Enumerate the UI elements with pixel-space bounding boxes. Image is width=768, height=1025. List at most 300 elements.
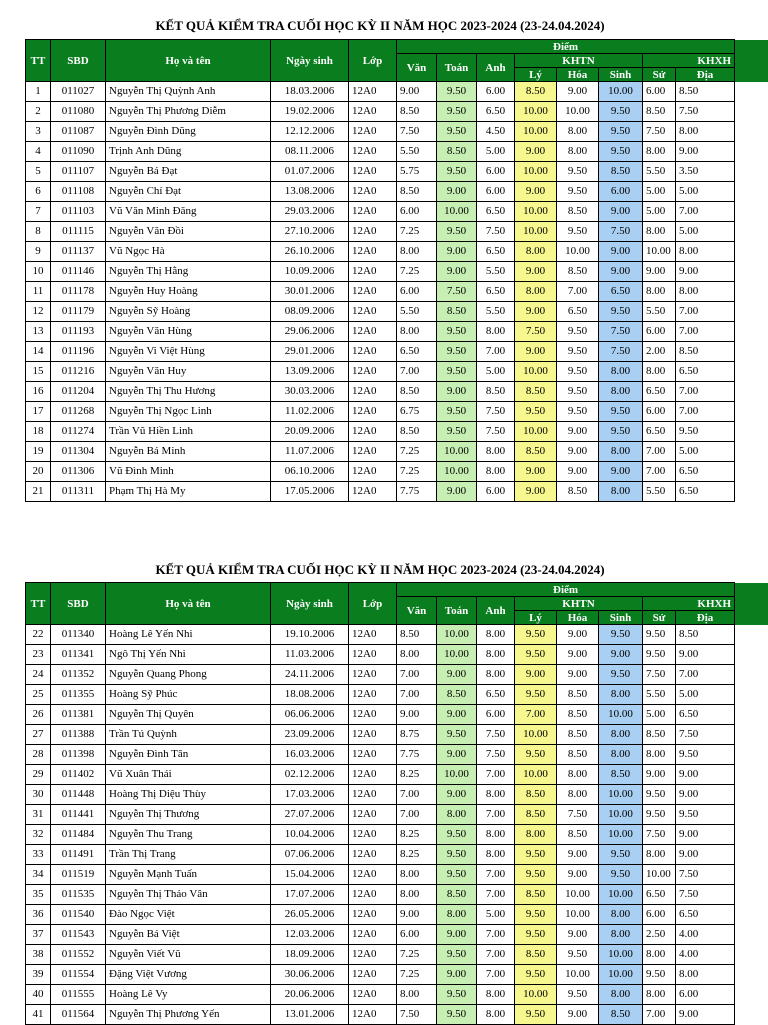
- col-van: Văn: [397, 597, 437, 625]
- cell-name: Vũ Văn Minh Đăng: [106, 202, 271, 222]
- cell-toan: 9.00: [437, 382, 477, 402]
- cell-sinh: 9.50: [599, 102, 643, 122]
- cell-dob: 19.02.2006: [271, 102, 349, 122]
- cell-hoa: 9.50: [557, 162, 599, 182]
- cell-su: 6.00: [643, 905, 676, 925]
- cell-ly: 9.50: [515, 905, 557, 925]
- cell-anh: 5.00: [477, 142, 515, 162]
- col-dob: Ngày sinh: [271, 40, 349, 82]
- cell-toan: 9.50: [437, 422, 477, 442]
- cell-van: 8.75: [397, 725, 437, 745]
- cell-van: 7.00: [397, 685, 437, 705]
- cell-su: 7.00: [643, 462, 676, 482]
- cell-ly: 8.50: [515, 785, 557, 805]
- table-row: [26, 825, 735, 845]
- cell-anh: 7.50: [477, 222, 515, 242]
- table-row: [26, 442, 735, 462]
- cell-toan: 9.00: [437, 182, 477, 202]
- table-row: [26, 402, 735, 422]
- cell-dob: 27.07.2006: [271, 805, 349, 825]
- cell-su: 5.50: [643, 482, 676, 502]
- cell-toan: 9.50: [437, 1005, 477, 1025]
- cell-sinh: 9.00: [599, 262, 643, 282]
- header-band-extension-1: [733, 40, 768, 82]
- cell-su: 5.00: [643, 202, 676, 222]
- cell-sinh: 9.50: [599, 422, 643, 442]
- cell-anh: 8.00: [477, 665, 515, 685]
- cell-tt: 29: [26, 765, 51, 785]
- col-class: Lớp: [349, 583, 397, 625]
- cell-class: 12A0: [349, 625, 397, 645]
- cell-ly: 8.50: [515, 945, 557, 965]
- cell-hoa: 9.00: [557, 865, 599, 885]
- cell-van: 5.50: [397, 142, 437, 162]
- cell-dia: 4.00: [676, 945, 735, 965]
- cell-dia: 9.50: [676, 422, 735, 442]
- cell-sbd: 011268: [51, 402, 106, 422]
- cell-anh: 5.50: [477, 262, 515, 282]
- cell-dob: 17.07.2006: [271, 885, 349, 905]
- cell-dob: 01.07.2006: [271, 162, 349, 182]
- cell-sinh: 8.50: [599, 162, 643, 182]
- cell-dob: 10.09.2006: [271, 262, 349, 282]
- col-dob: Ngày sinh: [271, 583, 349, 625]
- cell-anh: 7.50: [477, 402, 515, 422]
- cell-anh: 8.00: [477, 645, 515, 665]
- cell-tt: 11: [26, 282, 51, 302]
- cell-tt: 12: [26, 302, 51, 322]
- cell-toan: 10.00: [437, 442, 477, 462]
- cell-su: 9.00: [643, 765, 676, 785]
- cell-sbd: 011178: [51, 282, 106, 302]
- cell-class: 12A0: [349, 262, 397, 282]
- cell-su: 10.00: [643, 865, 676, 885]
- cell-hoa: 8.00: [557, 765, 599, 785]
- table-row: [26, 82, 735, 102]
- cell-dia: 8.00: [676, 242, 735, 262]
- cell-toan: 8.00: [437, 805, 477, 825]
- cell-toan: 8.50: [437, 142, 477, 162]
- cell-class: 12A0: [349, 362, 397, 382]
- cell-su: 8.50: [643, 725, 676, 745]
- cell-sbd: 011115: [51, 222, 106, 242]
- cell-van: 5.50: [397, 302, 437, 322]
- cell-class: 12A0: [349, 342, 397, 362]
- cell-ly: 9.50: [515, 402, 557, 422]
- cell-anh: 6.50: [477, 242, 515, 262]
- report-title-2: KẾT QUẢ KIỂM TRA CUỐI HỌC KỲ II NĂM HỌC 2023-2024 (23-24.04.2024): [155, 562, 605, 577]
- table-row: [26, 462, 735, 482]
- cell-su: 5.00: [643, 182, 676, 202]
- cell-hoa: 9.00: [557, 1005, 599, 1025]
- cell-dob: 13.09.2006: [271, 362, 349, 382]
- cell-name: Hoàng Thị Diệu Thùy: [106, 785, 271, 805]
- cell-hoa: 9.00: [557, 625, 599, 645]
- cell-sinh: 10.00: [599, 945, 643, 965]
- cell-dia: 9.00: [676, 825, 735, 845]
- cell-van: 7.25: [397, 222, 437, 242]
- cell-toan: 10.00: [437, 202, 477, 222]
- cell-anh: 8.00: [477, 322, 515, 342]
- cell-sbd: 011540: [51, 905, 106, 925]
- cell-sinh: 8.00: [599, 382, 643, 402]
- cell-dob: 20.06.2006: [271, 985, 349, 1005]
- cell-ly: 9.00: [515, 142, 557, 162]
- cell-dia: 5.00: [676, 222, 735, 242]
- cell-sbd: 011340: [51, 625, 106, 645]
- cell-sinh: 9.50: [599, 142, 643, 162]
- cell-sbd: 011137: [51, 242, 106, 262]
- cell-ly: 8.00: [515, 242, 557, 262]
- cell-su: 7.50: [643, 825, 676, 845]
- cell-tt: 7: [26, 202, 51, 222]
- cell-sinh: 9.50: [599, 625, 643, 645]
- cell-sbd: 011087: [51, 122, 106, 142]
- cell-hoa: 9.00: [557, 925, 599, 945]
- cell-su: 5.50: [643, 162, 676, 182]
- cell-ly: 8.50: [515, 82, 557, 102]
- cell-sinh: 7.50: [599, 222, 643, 242]
- col-hoa: Hóa: [557, 611, 599, 625]
- cell-hoa: 8.00: [557, 122, 599, 142]
- cell-toan: 9.00: [437, 705, 477, 725]
- cell-ly: 9.50: [515, 745, 557, 765]
- cell-dia: 6.00: [676, 985, 735, 1005]
- cell-ly: 8.50: [515, 805, 557, 825]
- cell-sinh: 10.00: [599, 965, 643, 985]
- cell-name: Nguyễn Thị Hằng: [106, 262, 271, 282]
- cell-tt: 17: [26, 402, 51, 422]
- cell-anh: 7.00: [477, 925, 515, 945]
- cell-dia: 9.50: [676, 745, 735, 765]
- cell-ly: 8.00: [515, 282, 557, 302]
- cell-sinh: 6.50: [599, 282, 643, 302]
- cell-class: 12A0: [349, 162, 397, 182]
- cell-sinh: 10.00: [599, 82, 643, 102]
- cell-ly: 10.00: [515, 222, 557, 242]
- cell-dob: 23.09.2006: [271, 725, 349, 745]
- col-group-khxh: KHXH: [643, 597, 735, 611]
- cell-dia: 3.50: [676, 162, 735, 182]
- cell-su: 6.00: [643, 402, 676, 422]
- cell-van: 7.00: [397, 785, 437, 805]
- cell-sbd: 011484: [51, 825, 106, 845]
- cell-anh: 4.50: [477, 122, 515, 142]
- cell-su: 8.00: [643, 985, 676, 1005]
- cell-dob: 29.06.2006: [271, 322, 349, 342]
- cell-dob: 30.03.2006: [271, 382, 349, 402]
- col-toan: Toán: [437, 597, 477, 625]
- table-row: [26, 945, 735, 965]
- cell-van: 8.50: [397, 182, 437, 202]
- cell-class: 12A0: [349, 865, 397, 885]
- cell-su: 2.50: [643, 925, 676, 945]
- cell-tt: 15: [26, 362, 51, 382]
- cell-dia: 6.50: [676, 462, 735, 482]
- cell-sbd: 011448: [51, 785, 106, 805]
- cell-tt: 20: [26, 462, 51, 482]
- table-row: [26, 302, 735, 322]
- cell-van: 6.50: [397, 342, 437, 362]
- cell-dob: 30.06.2006: [271, 965, 349, 985]
- cell-toan: 9.50: [437, 402, 477, 422]
- cell-dob: 08.11.2006: [271, 142, 349, 162]
- cell-su: 6.50: [643, 382, 676, 402]
- cell-sbd: 011311: [51, 482, 106, 502]
- cell-dia: 5.00: [676, 442, 735, 462]
- cell-dia: 9.00: [676, 845, 735, 865]
- cell-su: 6.50: [643, 422, 676, 442]
- cell-sbd: 011543: [51, 925, 106, 945]
- cell-toan: 9.50: [437, 865, 477, 885]
- cell-sinh: 9.50: [599, 302, 643, 322]
- cell-dia: 7.00: [676, 402, 735, 422]
- cell-class: 12A0: [349, 825, 397, 845]
- table-row: [26, 102, 735, 122]
- cell-ly: 9.00: [515, 462, 557, 482]
- cell-class: 12A0: [349, 885, 397, 905]
- cell-class: 12A0: [349, 302, 397, 322]
- cell-ly: 10.00: [515, 422, 557, 442]
- cell-tt: 32: [26, 825, 51, 845]
- cell-name: Nguyễn Mạnh Tuấn: [106, 865, 271, 885]
- table-row: [26, 725, 735, 745]
- cell-su: 5.50: [643, 302, 676, 322]
- cell-toan: 9.50: [437, 845, 477, 865]
- cell-anh: 7.50: [477, 422, 515, 442]
- cell-tt: 35: [26, 885, 51, 905]
- cell-toan: 9.50: [437, 122, 477, 142]
- cell-sinh: 10.00: [599, 885, 643, 905]
- cell-tt: 37: [26, 925, 51, 945]
- cell-sbd: 011196: [51, 342, 106, 362]
- cell-sinh: 8.00: [599, 925, 643, 945]
- cell-van: 8.50: [397, 102, 437, 122]
- cell-sinh: 9.50: [599, 665, 643, 685]
- cell-toan: 9.50: [437, 985, 477, 1005]
- cell-ly: 9.00: [515, 482, 557, 502]
- cell-anh: 7.00: [477, 865, 515, 885]
- cell-tt: 8: [26, 222, 51, 242]
- table-row: [26, 362, 735, 382]
- cell-tt: 2: [26, 102, 51, 122]
- cell-van: 8.25: [397, 765, 437, 785]
- cell-van: 8.25: [397, 825, 437, 845]
- table-row: [26, 342, 735, 362]
- cell-su: 6.00: [643, 82, 676, 102]
- cell-hoa: 9.50: [557, 945, 599, 965]
- table-row: [26, 845, 735, 865]
- cell-anh: 7.00: [477, 965, 515, 985]
- cell-dob: 08.09.2006: [271, 302, 349, 322]
- cell-tt: 38: [26, 945, 51, 965]
- cell-van: 8.50: [397, 382, 437, 402]
- cell-van: 7.25: [397, 462, 437, 482]
- cell-sbd: 011108: [51, 182, 106, 202]
- cell-sinh: 9.00: [599, 462, 643, 482]
- cell-dob: 10.04.2006: [271, 825, 349, 845]
- cell-dia: 8.00: [676, 282, 735, 302]
- cell-class: 12A0: [349, 202, 397, 222]
- cell-tt: 23: [26, 645, 51, 665]
- cell-class: 12A0: [349, 102, 397, 122]
- table-row: [26, 685, 735, 705]
- cell-dia: 9.50: [676, 805, 735, 825]
- cell-toan: 9.50: [437, 222, 477, 242]
- cell-name: Nguyễn Thị Thương: [106, 805, 271, 825]
- cell-name: Nguyễn Huy Hoàng: [106, 282, 271, 302]
- cell-ly: 9.50: [515, 645, 557, 665]
- cell-anh: 6.50: [477, 685, 515, 705]
- cell-sinh: 8.50: [599, 1005, 643, 1025]
- cell-sbd: 011103: [51, 202, 106, 222]
- cell-tt: 41: [26, 1005, 51, 1025]
- cell-su: 8.00: [643, 142, 676, 162]
- cell-name: Nguyễn Thị Quỳnh Anh: [106, 82, 271, 102]
- cell-hoa: 9.50: [557, 222, 599, 242]
- cell-toan: 9.50: [437, 322, 477, 342]
- cell-tt: 6: [26, 182, 51, 202]
- cell-sbd: 011107: [51, 162, 106, 182]
- cell-anh: 6.50: [477, 102, 515, 122]
- cell-sbd: 011552: [51, 945, 106, 965]
- cell-sinh: 8.00: [599, 362, 643, 382]
- table-row: [26, 705, 735, 725]
- cell-sinh: 8.00: [599, 745, 643, 765]
- col-dia: Địa: [676, 68, 735, 82]
- cell-sbd: 011355: [51, 685, 106, 705]
- table-row: [26, 865, 735, 885]
- cell-tt: 40: [26, 985, 51, 1005]
- cell-sinh: 8.00: [599, 482, 643, 502]
- cell-toan: 9.00: [437, 965, 477, 985]
- cell-hoa: 9.00: [557, 845, 599, 865]
- cell-dob: 30.01.2006: [271, 282, 349, 302]
- cell-su: 9.50: [643, 625, 676, 645]
- col-group-khxh: KHXH: [643, 54, 735, 68]
- cell-hoa: 8.50: [557, 825, 599, 845]
- cell-su: 8.00: [643, 845, 676, 865]
- cell-sinh: 8.00: [599, 985, 643, 1005]
- cell-hoa: 9.00: [557, 442, 599, 462]
- cell-toan: 8.00: [437, 905, 477, 925]
- cell-anh: 8.00: [477, 985, 515, 1005]
- col-group-khtn: KHTN: [515, 54, 643, 68]
- cell-class: 12A0: [349, 745, 397, 765]
- table-row: [26, 422, 735, 442]
- cell-sbd: 011491: [51, 845, 106, 865]
- table-row: [26, 162, 735, 182]
- cell-anh: 7.00: [477, 885, 515, 905]
- cell-sinh: 7.50: [599, 342, 643, 362]
- cell-tt: 36: [26, 905, 51, 925]
- cell-dob: 26.05.2006: [271, 905, 349, 925]
- table-row: [26, 885, 735, 905]
- cell-toan: 9.00: [437, 262, 477, 282]
- cell-class: 12A0: [349, 845, 397, 865]
- col-tt: TT: [26, 583, 51, 625]
- cell-tt: 13: [26, 322, 51, 342]
- cell-class: 12A0: [349, 402, 397, 422]
- cell-su: 6.50: [643, 885, 676, 905]
- cell-su: 9.50: [643, 785, 676, 805]
- cell-ly: 9.50: [515, 1005, 557, 1025]
- cell-toan: 9.50: [437, 82, 477, 102]
- cell-sinh: 8.50: [599, 765, 643, 785]
- cell-dob: 18.03.2006: [271, 82, 349, 102]
- cell-name: Nguyễn Thị Quyên: [106, 705, 271, 725]
- cell-class: 12A0: [349, 142, 397, 162]
- cell-class: 12A0: [349, 462, 397, 482]
- col-toan: Toán: [437, 54, 477, 82]
- cell-name: Nguyễn Bá Việt: [106, 925, 271, 945]
- cell-class: 12A0: [349, 665, 397, 685]
- cell-sbd: 011441: [51, 805, 106, 825]
- cell-dob: 17.03.2006: [271, 785, 349, 805]
- cell-su: 9.50: [643, 805, 676, 825]
- cell-anh: 5.00: [477, 905, 515, 925]
- cell-dob: 16.03.2006: [271, 745, 349, 765]
- col-group-diem: Điểm: [397, 40, 735, 54]
- cell-anh: 6.00: [477, 482, 515, 502]
- cell-anh: 8.50: [477, 382, 515, 402]
- cell-sinh: 9.00: [599, 645, 643, 665]
- cell-van: 8.00: [397, 985, 437, 1005]
- cell-toan: 9.00: [437, 745, 477, 765]
- cell-name: Nguyễn Đình Tân: [106, 745, 271, 765]
- cell-name: Hoàng Lê Vy: [106, 985, 271, 1005]
- cell-anh: 6.00: [477, 705, 515, 725]
- cell-ly: 7.00: [515, 705, 557, 725]
- cell-van: 8.00: [397, 242, 437, 262]
- cell-toan: 8.50: [437, 302, 477, 322]
- cell-name: Vũ Đình Minh: [106, 462, 271, 482]
- table-row: [26, 222, 735, 242]
- cell-hoa: 10.00: [557, 102, 599, 122]
- cell-name: Nguyễn Sỹ Hoàng: [106, 302, 271, 322]
- cell-dob: 18.08.2006: [271, 685, 349, 705]
- cell-su: 9.50: [643, 965, 676, 985]
- cell-su: 8.00: [643, 945, 676, 965]
- cell-ly: 9.00: [515, 182, 557, 202]
- cell-dia: 8.50: [676, 625, 735, 645]
- cell-anh: 8.00: [477, 1005, 515, 1025]
- header-band-extension-2: [733, 583, 768, 625]
- cell-dia: 9.00: [676, 785, 735, 805]
- table-row: [26, 242, 735, 262]
- cell-sinh: 9.50: [599, 865, 643, 885]
- cell-su: 8.50: [643, 102, 676, 122]
- cell-van: 8.25: [397, 845, 437, 865]
- cell-van: 6.75: [397, 402, 437, 422]
- table-row: [26, 322, 735, 342]
- cell-sbd: 011352: [51, 665, 106, 685]
- cell-ly: 9.50: [515, 845, 557, 865]
- cell-van: 8.00: [397, 885, 437, 905]
- cell-su: 5.50: [643, 685, 676, 705]
- cell-name: Nguyễn Chí Đạt: [106, 182, 271, 202]
- cell-hoa: 10.00: [557, 885, 599, 905]
- cell-name: Nguyễn Thị Phương Yến: [106, 1005, 271, 1025]
- col-group-khtn: KHTN: [515, 597, 643, 611]
- cell-dob: 17.05.2006: [271, 482, 349, 502]
- cell-dia: 7.00: [676, 322, 735, 342]
- cell-dia: 6.50: [676, 905, 735, 925]
- col-name: Họ và tên: [106, 40, 271, 82]
- cell-ly: 9.50: [515, 685, 557, 705]
- cell-toan: 9.00: [437, 482, 477, 502]
- cell-ly: 9.50: [515, 965, 557, 985]
